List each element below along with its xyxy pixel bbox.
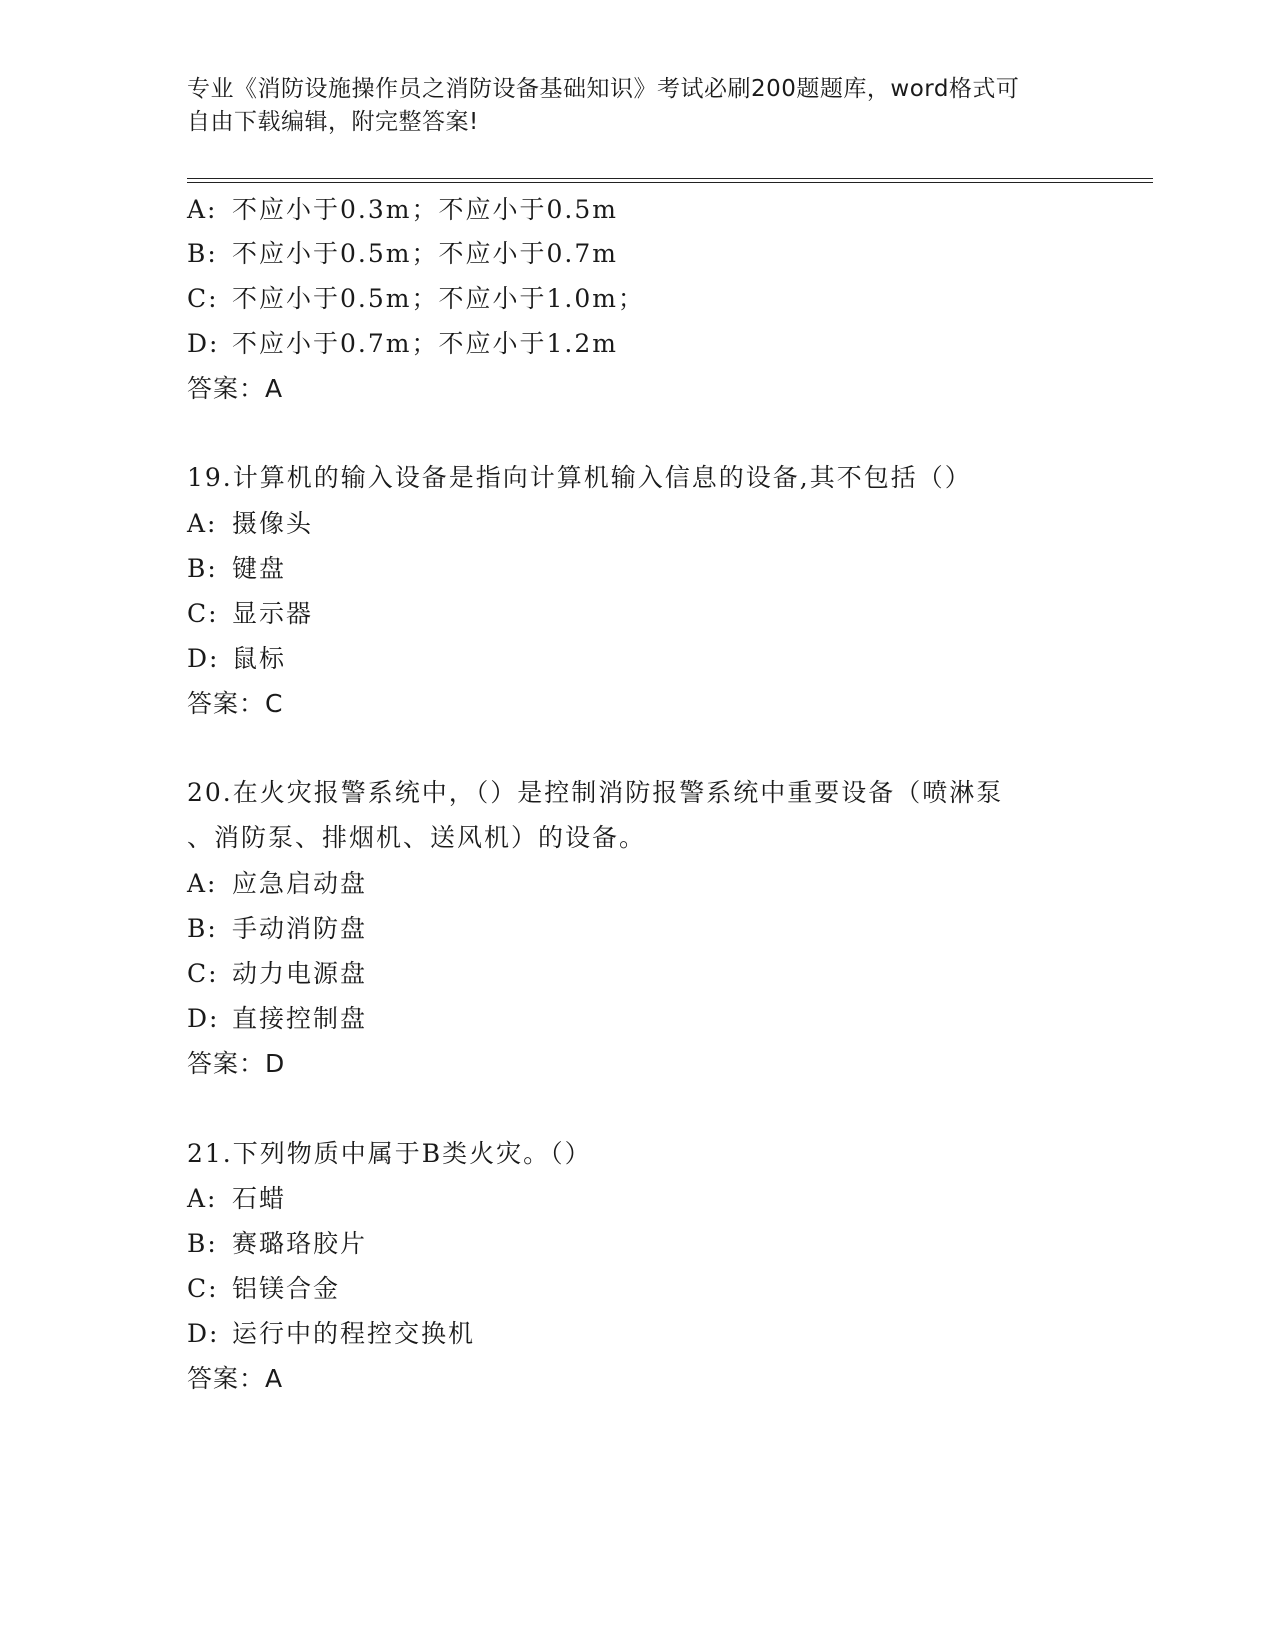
option-text: 运行中的程控交换机 — [232, 1319, 476, 1348]
q19-option-a — [187, 507, 313, 541]
option-text: 不应小于0.3m；不应小于0.5m — [232, 195, 618, 224]
option-label: A: — [187, 509, 218, 538]
header-divider-top — [187, 178, 1153, 179]
option-text: 不应小于0.5m；不应小于0.7m — [232, 239, 618, 268]
option-text: 石蜡 — [232, 1184, 287, 1213]
option-text: 键盘 — [232, 554, 287, 583]
q20-option-b — [187, 912, 367, 946]
option-text: 赛璐珞胶片 — [232, 1229, 368, 1258]
option-text: 不应小于0.5m；不应小于1.0m； — [232, 284, 645, 313]
q18-option-a — [187, 193, 618, 227]
q18-option-c — [187, 282, 645, 316]
option-label: C: — [187, 959, 219, 988]
q20-option-a — [187, 867, 367, 901]
option-label: B: — [187, 239, 218, 268]
q20-answer: 答案：D — [187, 1049, 286, 1078]
option-text: 鼠标 — [232, 644, 287, 673]
q19-option-d — [187, 642, 286, 676]
option-label: C: — [187, 599, 219, 628]
option-text: 不应小于0.7m；不应小于1.2m — [232, 329, 618, 358]
option-label: D: — [187, 1004, 220, 1033]
header-divider-bottom — [187, 182, 1153, 183]
q19-option-b — [187, 552, 286, 586]
q20-question-line-1: 20.在火灾报警系统中，（）是控制消防报警系统中重要设备（喷淋泵 — [187, 778, 1004, 807]
q18-option-d — [187, 327, 618, 361]
q20-option-d — [187, 1002, 367, 1036]
q20-question-line-2: 、消防泵、排烟机、送风机）的设备。 — [187, 823, 647, 852]
header-line-1: 专业《消防设施操作员之消防设备基础知识》考试必刷200题题库，word格式可 — [187, 76, 1020, 102]
option-text: 摄像头 — [232, 509, 314, 538]
q21-option-a — [187, 1182, 286, 1216]
option-label: D: — [187, 1319, 220, 1348]
q19-answer: 答案：C — [187, 689, 284, 718]
option-label: D: — [187, 329, 220, 358]
q18-answer: 答案：A — [187, 374, 284, 403]
q21-option-b — [187, 1227, 367, 1261]
q20-option-c — [187, 957, 367, 991]
option-text: 铝镁合金 — [232, 1274, 341, 1303]
q21-answer: 答案：A — [187, 1364, 284, 1393]
option-label: C: — [187, 1274, 219, 1303]
q21-option-c — [187, 1272, 340, 1306]
option-text: 直接控制盘 — [232, 1004, 368, 1033]
q21-option-d — [187, 1317, 475, 1351]
option-label: B: — [187, 554, 218, 583]
option-label: A: — [187, 1184, 218, 1213]
q19-option-c — [187, 597, 313, 631]
option-text: 应急启动盘 — [232, 869, 368, 898]
option-label: B: — [187, 914, 218, 943]
option-label: A: — [187, 869, 218, 898]
option-text: 动力电源盘 — [232, 959, 368, 988]
header-line-2: 自由下载编辑，附完整答案! — [187, 109, 479, 135]
option-text: 显示器 — [232, 599, 314, 628]
document-header — [187, 73, 1087, 139]
option-label: D: — [187, 644, 220, 673]
q21-question: 21.下列物质中属于B类火灾。（） — [187, 1139, 592, 1168]
option-text: 手动消防盘 — [232, 914, 368, 943]
q19-question: 19.计算机的输入设备是指向计算机输入信息的设备,其不包括（） — [187, 463, 972, 492]
option-label: A: — [187, 195, 218, 224]
option-label: C: — [187, 284, 219, 313]
option-label: B: — [187, 1229, 218, 1258]
q18-option-b — [187, 237, 618, 271]
